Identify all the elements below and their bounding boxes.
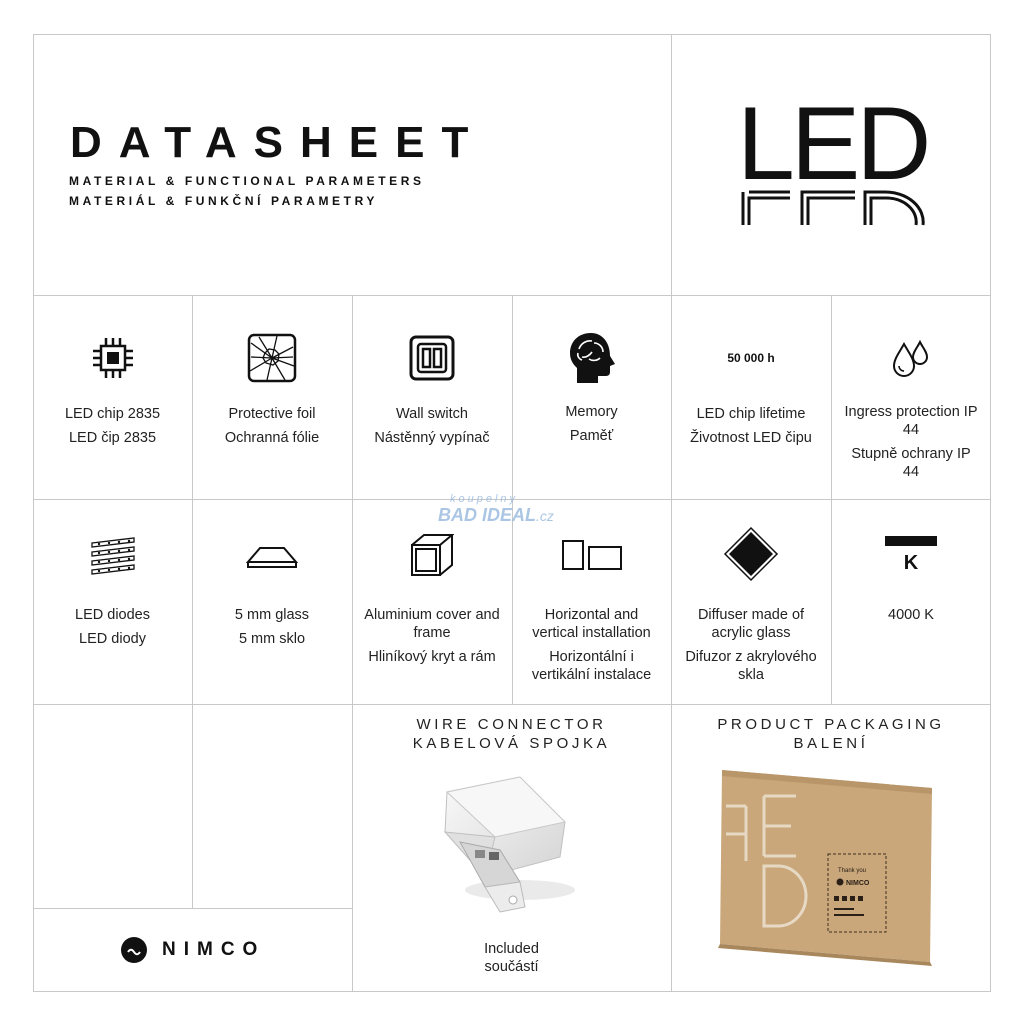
packaging-section	[671, 715, 991, 753]
connector-note	[352, 940, 671, 976]
feature-label: Wall switch	[396, 406, 468, 422]
feature-ip	[831, 333, 991, 481]
feature-label-cz: Horizontální i vertikální instalace	[531, 649, 652, 683]
diffuser-diamond-icon	[723, 524, 779, 584]
connector-title-cz: KABELOVÁ SPOJKA	[412, 735, 611, 752]
feature-label-cz: LED čip 2835	[68, 430, 157, 446]
feature-diodes	[33, 530, 192, 648]
connector-note-en: Included	[484, 941, 539, 957]
chip-icon	[92, 333, 134, 383]
feature-chip	[33, 333, 192, 447]
feature-foil	[192, 333, 352, 447]
feature-label: 4000 K	[888, 607, 934, 623]
feature-glass	[192, 530, 352, 648]
watermark-suffix: .cz	[536, 508, 554, 524]
feature-switch	[352, 333, 512, 447]
feature-label: Memory	[565, 404, 618, 420]
brand-logo	[120, 936, 265, 964]
wall-switch-icon	[408, 333, 456, 383]
broken-glass-icon	[247, 333, 297, 383]
page-title: DATASHEET	[70, 118, 486, 167]
watermark-main: BAD IDEAL	[438, 505, 536, 525]
packaging-box-image	[716, 766, 938, 971]
subtitle-en: MATERIAL & FUNCTIONAL PARAMETERS	[69, 174, 425, 188]
feature-label-cz: Nástěnný vypínač	[374, 430, 490, 446]
feature-lifetime	[671, 333, 831, 447]
feature-label: LED chip lifetime	[696, 406, 806, 422]
led-logo-text: LED	[737, 92, 928, 202]
feature-label-cz: LED diody	[79, 631, 146, 647]
nimco-logo-icon	[120, 936, 148, 964]
grid-line	[33, 704, 991, 705]
orientation-icon	[561, 530, 623, 580]
feature-label: 5 mm glass	[234, 607, 310, 623]
glass-pane-icon	[246, 530, 298, 580]
feature-label-cz: Ochranná fólie	[224, 430, 320, 446]
feature-label-cz: Difuzor z akrylového skla	[685, 649, 817, 683]
box-brand: NIMCO	[846, 880, 870, 887]
feature-aluminium	[352, 530, 512, 666]
box-thank-you: Thank you	[838, 868, 867, 874]
feature-orientation	[512, 530, 671, 684]
feature-label: LED diodes	[75, 607, 150, 623]
feature-label-cz: Paměť	[569, 428, 614, 444]
feature-label: Diffuser made of acrylic glass	[697, 607, 805, 641]
brain-head-icon	[567, 333, 617, 383]
feature-label: Aluminium cover and frame	[364, 607, 500, 641]
feature-label: Horizontal and vertical installation	[532, 607, 651, 641]
packaging-title-en: PRODUCT PACKAGING	[717, 716, 945, 733]
brand-name: NIMCO	[162, 939, 266, 960]
lifetime-icon	[727, 333, 774, 383]
lifetime-icon-text: 50 000 h	[727, 351, 775, 365]
feature-diffuser	[671, 524, 831, 684]
connector-title-en: WIRE CONNECTOR	[416, 716, 607, 733]
temperature-bar	[885, 536, 937, 546]
grid-line	[33, 908, 353, 909]
water-drops-icon	[890, 333, 932, 383]
feature-memory	[512, 333, 671, 445]
subtitle-cz: MATERIÁL & FUNKČNÍ PARAMETRY	[69, 194, 379, 208]
feature-label: LED chip 2835	[64, 406, 161, 422]
aluminium-profile-icon	[410, 530, 454, 580]
grid-line	[671, 34, 672, 992]
temperature-unit: K	[903, 551, 919, 574]
watermark	[438, 494, 554, 526]
connector-note-cz: součástí	[484, 959, 539, 975]
color-temperature-icon	[885, 530, 937, 580]
feature-label: Protective foil	[228, 406, 316, 422]
led-strips-icon	[89, 530, 137, 580]
feature-label-cz: Životnost LED čipu	[690, 430, 812, 446]
feature-label: Ingress protection IP 44	[844, 404, 978, 438]
connector-section	[352, 715, 671, 753]
feature-temperature	[831, 530, 991, 624]
feature-label-cz: Stupně ochrany IP 44	[851, 446, 971, 480]
packaging-title-cz: BALENÍ	[793, 735, 869, 752]
feature-label-cz: 5 mm sklo	[238, 631, 306, 647]
wire-connector-image	[425, 772, 585, 927]
led-logo	[735, 92, 935, 242]
watermark-top: koupelny	[450, 493, 519, 505]
feature-label-cz: Hliníkový kryt a rám	[368, 649, 496, 665]
